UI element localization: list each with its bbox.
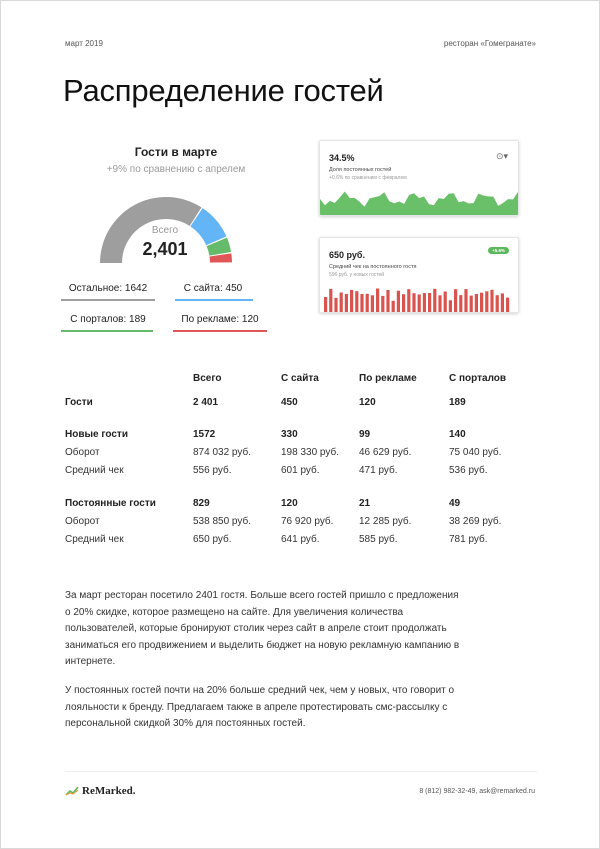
brand-name: ReMarked. — [82, 785, 136, 797]
sparkline-bar — [360, 294, 363, 312]
sparkline-bar — [381, 296, 384, 312]
sparkline-bar — [506, 298, 509, 312]
sparkline-bar — [366, 294, 369, 312]
table-cell: 38 269 руб. — [449, 516, 502, 527]
sparkline-bar — [485, 291, 488, 312]
table-cell: 189 — [449, 397, 466, 408]
legend-ads-line — [173, 330, 267, 332]
regular-guests-share-card — [319, 140, 519, 216]
sparkline-bar — [371, 295, 374, 312]
sparkline-bar — [438, 295, 441, 312]
table-cell: 536 руб. — [449, 465, 488, 476]
table-cell: 471 руб. — [359, 465, 398, 476]
gauge-subtitle: +9% по сравнению с апрелем — [106, 164, 246, 175]
table-cell: 46 629 руб. — [359, 447, 412, 458]
table-cell: 76 920 руб. — [281, 516, 334, 527]
brand-logo — [65, 785, 135, 797]
table-cell: 450 — [281, 397, 298, 408]
table-header-cell: По рекламе — [359, 373, 417, 384]
table-row-label: Оборот — [65, 516, 100, 527]
sparkline-bar — [428, 293, 431, 312]
footer-divider — [65, 771, 537, 772]
table-cell: 99 — [359, 429, 371, 440]
gauge-total-label: Всего — [151, 225, 179, 236]
table-header-cell: Всего — [193, 373, 222, 384]
sparkline-bar — [407, 289, 410, 312]
table-cell: 21 — [359, 498, 371, 509]
table-cell: 829 — [193, 498, 210, 509]
table-cell: 874 032 руб. — [193, 447, 251, 458]
table-header-cell: С сайта — [281, 373, 319, 384]
card-label: Доля постоянных гостей — [329, 167, 392, 173]
sparkline-bar — [459, 295, 462, 312]
sparkline-bar — [433, 289, 436, 312]
summary-paragraph-1: За март ресторан посетило 2401 гостя. Больше всего гостей пришло с предложения о 20% скидке, которое размещено на сайте. Для увеличения количества пользователей, которые бронируют столик через сайт в апреле стоит продолжать заниматься его продвижением и выделить бюджет на новую рекламную кампанию в интернете. — [65, 590, 460, 667]
table-row-label: Средний чек — [65, 534, 124, 545]
table-cell: 538 850 руб. — [193, 516, 251, 527]
sparkline-bar — [334, 298, 337, 312]
card-label: Средний чек на постоянного гостя — [329, 264, 417, 270]
sparkline-bar — [496, 295, 499, 312]
legend-rest: Остальное: 1642 — [68, 283, 148, 294]
sparkline-bar — [449, 300, 452, 312]
sparkline-bar — [329, 289, 332, 312]
table-row-label: Средний чек — [65, 465, 124, 476]
table-header-cell: С порталов — [449, 373, 507, 384]
table-cell: 12 285 руб. — [359, 516, 412, 527]
sparkline-bar — [324, 297, 327, 312]
legend-site: С сайта: 450 — [183, 283, 243, 294]
table-cell: 49 — [449, 498, 461, 509]
table-cell: 140 — [449, 429, 466, 440]
card-value: 650 руб. — [329, 250, 365, 260]
sparkline-bar — [392, 301, 395, 312]
table-cell: 641 руб. — [281, 534, 320, 545]
legend-portals-line — [61, 330, 153, 332]
table-cell: 120 — [359, 397, 376, 408]
table-row-label: Новые гости — [65, 429, 128, 440]
table-cell: 2 401 — [193, 397, 219, 408]
table-row-label: Оборот — [65, 447, 100, 458]
change-badge: +5.6% — [488, 247, 509, 254]
table-cell: 650 руб. — [193, 534, 232, 545]
sparkline-bar — [444, 292, 447, 313]
sparkline-bar — [350, 290, 353, 312]
gauge-total-value: 2,401 — [142, 239, 188, 259]
sparkline-bar — [355, 291, 358, 312]
sparkline-bar — [376, 289, 379, 313]
sparkline-bar — [501, 293, 504, 312]
table-cell: 556 руб. — [193, 465, 232, 476]
card-value: 34.5% — [329, 153, 355, 163]
sparkline-bar — [470, 296, 473, 312]
table-cell: 1572 — [193, 429, 216, 440]
table-cell: 120 — [281, 498, 298, 509]
trend-icon — [65, 786, 79, 796]
page-title: Распределение гостей — [63, 73, 384, 108]
table-cell: 781 руб. — [449, 534, 488, 545]
sparkline-bar — [412, 293, 415, 312]
check-bar-sparkline — [324, 286, 514, 312]
sparkline-bar — [480, 293, 483, 312]
sparkline-bar — [402, 294, 405, 312]
average-check-card — [319, 237, 519, 313]
legend-portals: С порталов: 189 — [70, 314, 146, 325]
sparkline-bar — [397, 291, 400, 312]
card-subtext: +0.6% по сравнению с февралем — [329, 175, 407, 181]
gauge-title: Гости в марте — [134, 145, 218, 159]
sparkline-bar — [475, 294, 478, 312]
card-subtext: 596 руб. у новых гостей — [329, 272, 385, 278]
table-row-label: Гости — [65, 397, 93, 408]
sparkline-bar — [490, 290, 493, 312]
report-period: март 2019 — [65, 39, 103, 48]
sparkline-bar — [464, 289, 467, 312]
summary-paragraph-2: У постоянных гостей почти на 20% больше средний чек, чем у новых, что говорит о лояльности к бренду. Предлагаем также в апреле протестировать смс-рассылку с персональной скидкой 30% для постоянных гостей. — [65, 685, 455, 729]
table-cell: 330 — [281, 429, 298, 440]
table-row-label: Постоянные гости — [65, 498, 156, 509]
legend-site-line — [175, 299, 253, 301]
client-name: ресторан «Гомегранате» — [443, 39, 536, 48]
table-cell: 75 040 руб. — [449, 447, 502, 458]
footer-contacts: 8 (812) 982-32-49, ask@remarked.ru — [419, 788, 535, 795]
table-cell: 585 руб. — [359, 534, 398, 545]
table-cell: 601 руб. — [281, 465, 320, 476]
sparkline-bar — [345, 294, 348, 312]
legend-ads: По рекламе: 120 — [181, 314, 259, 325]
sparkline-bar — [386, 290, 389, 312]
sparkline-bar — [454, 289, 457, 312]
regulars-area-sparkline — [320, 187, 518, 215]
sparkline-bar — [423, 293, 426, 312]
legend-rest-line — [61, 299, 155, 301]
sparkline-bar — [418, 295, 421, 313]
card-menu-icon[interactable]: ⊙▾ — [495, 151, 508, 161]
table-cell: 198 330 руб. — [281, 447, 339, 458]
sparkline-bar — [340, 293, 343, 313]
